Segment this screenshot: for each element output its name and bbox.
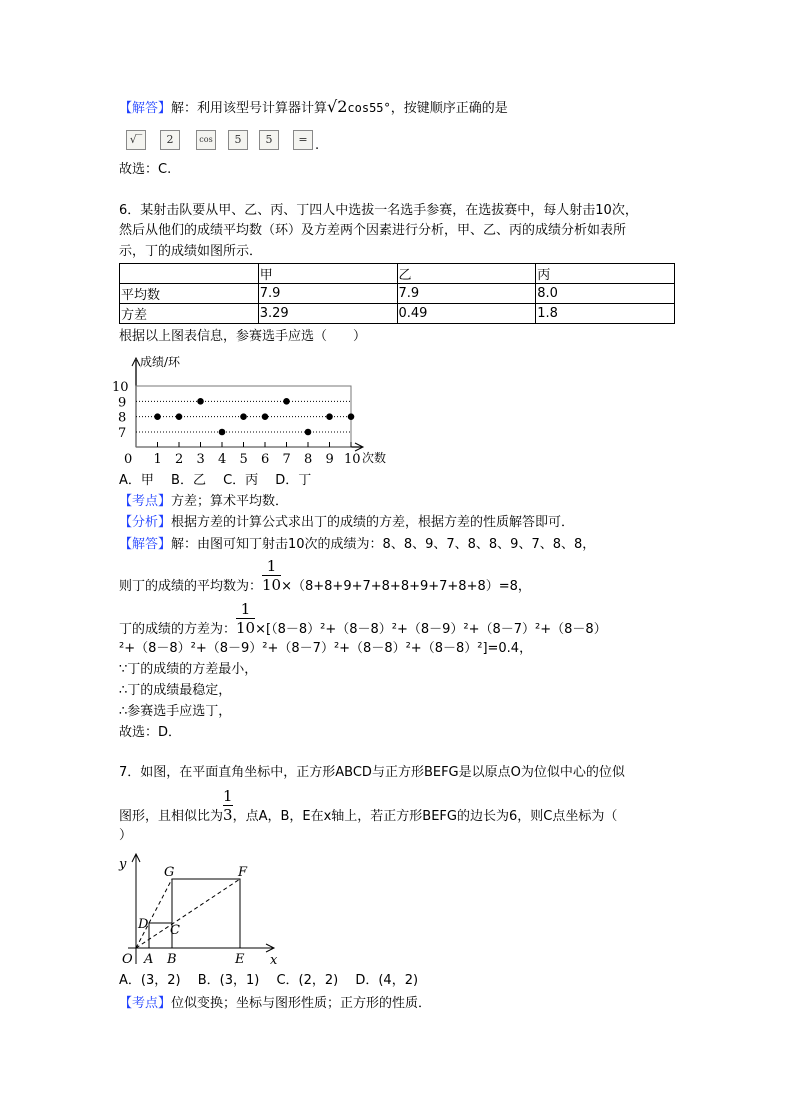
- label-a: A: [144, 952, 154, 967]
- kaodian-text: 方差；算术平均数．: [171, 494, 289, 509]
- label-y: y: [119, 857, 127, 872]
- data-point: [176, 413, 183, 420]
- jieda-tag: 【解答】: [119, 537, 172, 552]
- q6-fenxi: [119, 513, 574, 533]
- q6-mean-line: [119, 557, 531, 597]
- q7-stem-line: 7．如图，在平面直角坐标中，正方形ABCD与正方形BEFG是以原点O为位似中心的位似: [119, 765, 625, 780]
- x-tick-label: 6: [261, 452, 270, 467]
- x-tick-label: 10: [344, 452, 361, 467]
- table-cell: 平均数: [120, 284, 259, 304]
- x-tick-label: 8: [304, 452, 313, 467]
- q6-question: 根据以上图表信息，参赛选手应选（ ）: [119, 329, 367, 344]
- label-d: D: [138, 917, 149, 932]
- solution-tag: 【解答】: [119, 101, 172, 116]
- y-axis-label: 成绩/环: [140, 355, 181, 369]
- reasoning-line: ∵丁的成绩的方差最小，: [119, 662, 258, 677]
- table-cell: 0.49: [397, 304, 536, 324]
- dashed-line-of: [136, 879, 240, 948]
- q6-variance-line: [119, 600, 607, 640]
- label-o: O: [122, 952, 133, 967]
- q7-stem-line: [119, 787, 617, 827]
- label-x: x: [270, 953, 278, 968]
- data-point: [348, 413, 355, 420]
- q6-stem-line: 然后从他们的成绩平均数（环）及方差两个因素进行分析，甲、乙、丙的成绩分析如表所: [119, 223, 627, 238]
- table-cell: 方差: [120, 304, 259, 324]
- variance-expression-cont: ²+（8－8）²+（8－9）²+（8－7）²+（8－8）²+（8－8）²]=0.4，: [119, 641, 533, 656]
- q6-answer: 故选：D．: [119, 725, 182, 740]
- key-5: 5: [228, 130, 248, 150]
- fenxi-text: 根据方差的计算公式求出丁的成绩的方差，根据方差的性质解答即可．: [171, 515, 575, 530]
- q5-solution: [119, 97, 508, 119]
- x-tick-label: 4: [218, 452, 227, 467]
- data-point: [326, 413, 333, 420]
- q7-kaodian: [119, 994, 431, 1014]
- kaodian-text: 位似变换；坐标与图形性质；正方形的性质．: [171, 996, 432, 1011]
- label-c: C: [170, 923, 180, 938]
- kaodian-tag: 【考点】: [119, 996, 172, 1011]
- table-cell: 7.9: [397, 284, 536, 304]
- x-tick-label: 5: [239, 452, 248, 467]
- cos-expression: cos55°: [347, 101, 391, 115]
- reasoning-line: ∴参赛选手应选丁，: [119, 704, 232, 719]
- data-point: [283, 398, 290, 405]
- x-axis-label: 次数: [362, 451, 387, 465]
- q7-stem-line: ）: [119, 828, 133, 843]
- table-row: [120, 304, 675, 324]
- solution-text-end: ，按键顺序正确的是: [390, 101, 508, 116]
- x-tick-label: 1: [153, 452, 162, 467]
- variance-label: 丁的成绩的方差为：: [119, 622, 237, 637]
- table-cell: 乙: [397, 264, 536, 284]
- x-tick-label: 3: [196, 452, 205, 467]
- table-row: [120, 284, 675, 304]
- fraction: [262, 557, 281, 594]
- x-tick-label: 7: [282, 452, 291, 467]
- fenxi-tag: 【分析】: [119, 515, 172, 530]
- square-befg: [172, 879, 240, 948]
- q6-stem-line: 示，丁的成绩如图所示．: [119, 244, 263, 259]
- key-5: 5: [259, 130, 279, 150]
- q7-stem-text: ，点A，B，E在x轴上，若正方形BEFG的边长为6，则C点坐标为（: [232, 809, 618, 824]
- table-cell: 1.8: [536, 304, 675, 324]
- q6-stem-line: 6．某射击队要从甲、乙、丙、丁四人中选拔一名选手参赛，在选拔赛中，每人射击10次，: [119, 203, 638, 218]
- table-cell: 8.0: [536, 284, 675, 304]
- q6-options: A．甲 B．乙 C．丙 D．丁: [119, 473, 312, 488]
- label-e: E: [235, 952, 245, 967]
- data-point: [262, 413, 269, 420]
- mean-label: 则丁的成绩的平均数为：: [119, 579, 263, 594]
- key-cos: cos: [196, 130, 216, 150]
- fraction-numerator: 1: [240, 600, 251, 618]
- key-equals: =: [293, 130, 313, 150]
- q6-kaodian: [119, 492, 288, 512]
- table-cell: [120, 264, 259, 284]
- fraction-numerator: 1: [266, 557, 277, 575]
- fraction: [223, 787, 233, 824]
- q7-options: A．(3，2) B．(3，1) C．(2，2) D．(4，2): [119, 973, 419, 988]
- label-g: G: [164, 865, 175, 880]
- label-f: F: [238, 865, 248, 880]
- x-tick-label: 0: [124, 452, 133, 467]
- q6-jieda: [119, 535, 595, 555]
- jieda-text: 解：由图可知丁射击10次的成绩为：8、8、9、7、8、8、9、7、8、8，: [171, 537, 596, 552]
- table-cell: 丙: [536, 264, 675, 284]
- y-tick-label: 7: [118, 426, 127, 441]
- table-cell: 3.29: [258, 304, 397, 324]
- solution-text: 解：利用该型号计算器计算: [171, 101, 328, 116]
- fraction: [236, 600, 255, 637]
- data-point: [197, 398, 204, 405]
- data-point: [305, 429, 312, 436]
- dashed-line-og: [136, 879, 172, 948]
- label-b: B: [167, 952, 177, 967]
- q5-answer: 故选：C.: [119, 162, 172, 177]
- data-point: [219, 429, 226, 436]
- score-table: [119, 263, 675, 324]
- y-tick-label: 10: [112, 380, 129, 396]
- period: .: [315, 138, 320, 153]
- q7-stem-text: 图形，且相似比为: [119, 809, 224, 824]
- mean-expression: ×（8+8+9+7+8+8+9+7+8+8）=8，: [281, 579, 531, 594]
- fraction-denominator: 10: [236, 619, 256, 637]
- fraction-denominator: 10: [262, 576, 282, 594]
- table-header-row: [120, 264, 675, 284]
- reasoning-line: ∴丁的成绩最稳定，: [119, 683, 232, 698]
- key-sqrt: √‾: [126, 130, 146, 150]
- data-point: [154, 413, 161, 420]
- y-tick-label: 9: [118, 395, 127, 411]
- table-cell: 7.9: [258, 284, 397, 304]
- fraction-denominator: 3: [223, 806, 233, 824]
- score-chart: [110, 350, 410, 470]
- fraction-numerator: 1: [223, 787, 233, 805]
- variance-expression: ×[（8－8）²+（8－8）²+（8－9）²+（8－7）²+（8－8）: [255, 622, 607, 637]
- y-tick-label: 8: [118, 410, 127, 426]
- square-figure: [110, 850, 280, 970]
- kaodian-tag: 【考点】: [119, 494, 172, 509]
- data-point: [240, 413, 247, 420]
- sqrt-expression: √2: [327, 97, 348, 116]
- key-2: 2: [160, 130, 180, 150]
- table-cell: 甲: [258, 264, 397, 284]
- x-tick-label: 2: [175, 452, 184, 467]
- x-tick-label: 9: [325, 452, 334, 467]
